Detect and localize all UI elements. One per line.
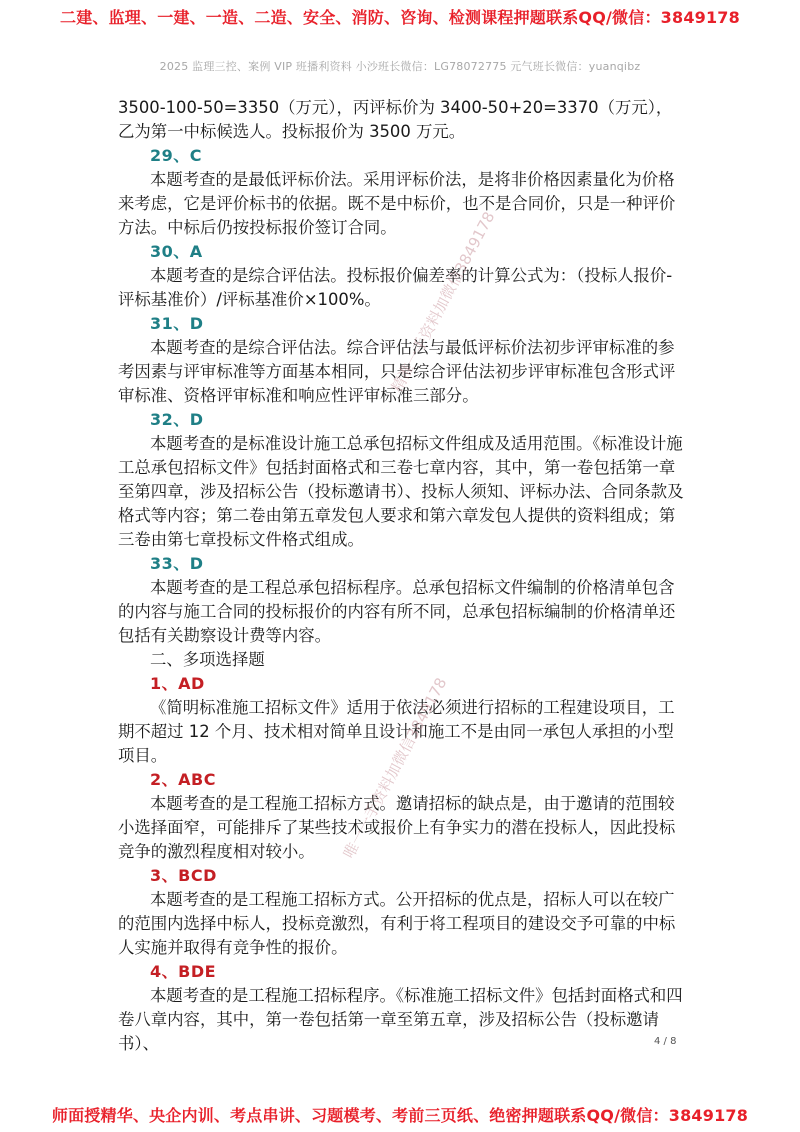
explanation-paragraph: 本题考查的是工程施工招标方式。邀请招标的缺点是，由于邀请的范围较小选择面窄，可能排斥了某些技术或报价上有争实力的潜在投标人，因此投标竞争的激烈程度相对较小。 [118,794,676,861]
explanation-paragraph: 本题考查的是综合评估法。投标报价偏差率的计算公式为：（投标人报价-评标基准价）/评标基准价×100%。 [118,266,673,309]
page-number: 4 / 8 [654,1036,677,1047]
explanation-paragraph: 本题考查的是最低评标价法。采用评标价法，是将非价格因素量化为价格来考虑，它是评价标书的依据。既不是中标价，也不是合同价，只是一种评价方法。中标后仍按投标报价签订合同。 [118,170,676,237]
explanation-paragraph: 3500-100-50=3350（万元），丙评标价为 3400-50+20=3370（万元），乙为第一中标候选人。投标报价为 3500 万元。 [118,98,673,141]
explanation-paragraph: 《简明标准施工招标文件》适用于依法必须进行招标的工程建设项目，工期不超过 12 个月、技术相对简单且设计和施工不是由同一承包人承担的小型项目。 [118,698,675,765]
answer-label: 33、D [150,554,204,573]
explanation-paragraph: 本题考查的是综合评估法。综合评估法与最低评标价法初步评审标准的参考因素与评审标准等方面基本相同，只是综合评估法初步评审标准包含形式评审标准、资格评审标准和响应性评审标准三部分。 [118,338,676,405]
answer-label: 1、AD [150,674,205,693]
answer-label: 3、BCD [150,866,217,885]
watermark-text: 唯一一手资料加微信3849178 [339,674,451,862]
explanation-paragraph: 本题考查的是标准设计施工总承包招标文件组成及适用范围。《标准设计施工总承包招标文件》包括封面格式和三卷七章内容，其中，第一卷包括第一章至第四章，涉及招标公告（投标邀请书）、投标人须知、评标办法、合同条款及格式等内容；第二卷由第五章发包人要求和第六章发包人提供的资料组成；第三卷由第七章投标文件格式组成。 [118,434,684,549]
explanation-paragraph: 本题考查的是工程施工招标方式。公开招标的优点是，招标人可以在较广的范围内选择中标人，投标竞激烈，有利于将工程项目的建设交予可靠的中标人实施并取得有竞争性的报价。 [118,890,676,957]
promo-banner-bottom: 师面授精华、央企内训、考点串讲、习题模考、考前三页纸、绝密押题联系QQ/微信：3849178 [51,1106,749,1125]
answer-label: 31、D [150,314,204,333]
answer-label: 4、BDE [150,962,217,981]
promo-banner-top: 二建、监理、一建、一造、二造、安全、消防、咨询、检测课程押题联系QQ/微信：3849178 [60,8,740,27]
explanation-paragraph: 本题考查的是工程总承包招标程序。总承包招标文件编制的价格清单包含的内容与施工合同的投标报价的内容有所不同，总承包招标编制的价格清单还包括有关勘察设计费等内容。 [118,578,676,645]
explanation-paragraph: 本题考查的是工程施工招标程序。《标准施工招标文件》包括封面格式和四卷八章内容，其中，第一卷包括第一章至第五章，涉及招标公告（投标邀请书）、 [118,986,683,1053]
answer-label: 30、A [150,242,203,261]
document-body [118,96,684,1056]
answer-label: 32、D [150,410,204,429]
answer-label: 2、ABC [150,770,216,789]
explanation-paragraph: 二、多项选择题 [150,650,265,669]
page-header: 2025 监理三控、案例 VIP 班播利资料 小沙班长微信：LG78072775 元气班长微信：yuanqibz [159,60,641,73]
watermark-text: 精准一手资料加微信3849178 [387,208,499,396]
answer-label: 29、C [150,146,203,165]
